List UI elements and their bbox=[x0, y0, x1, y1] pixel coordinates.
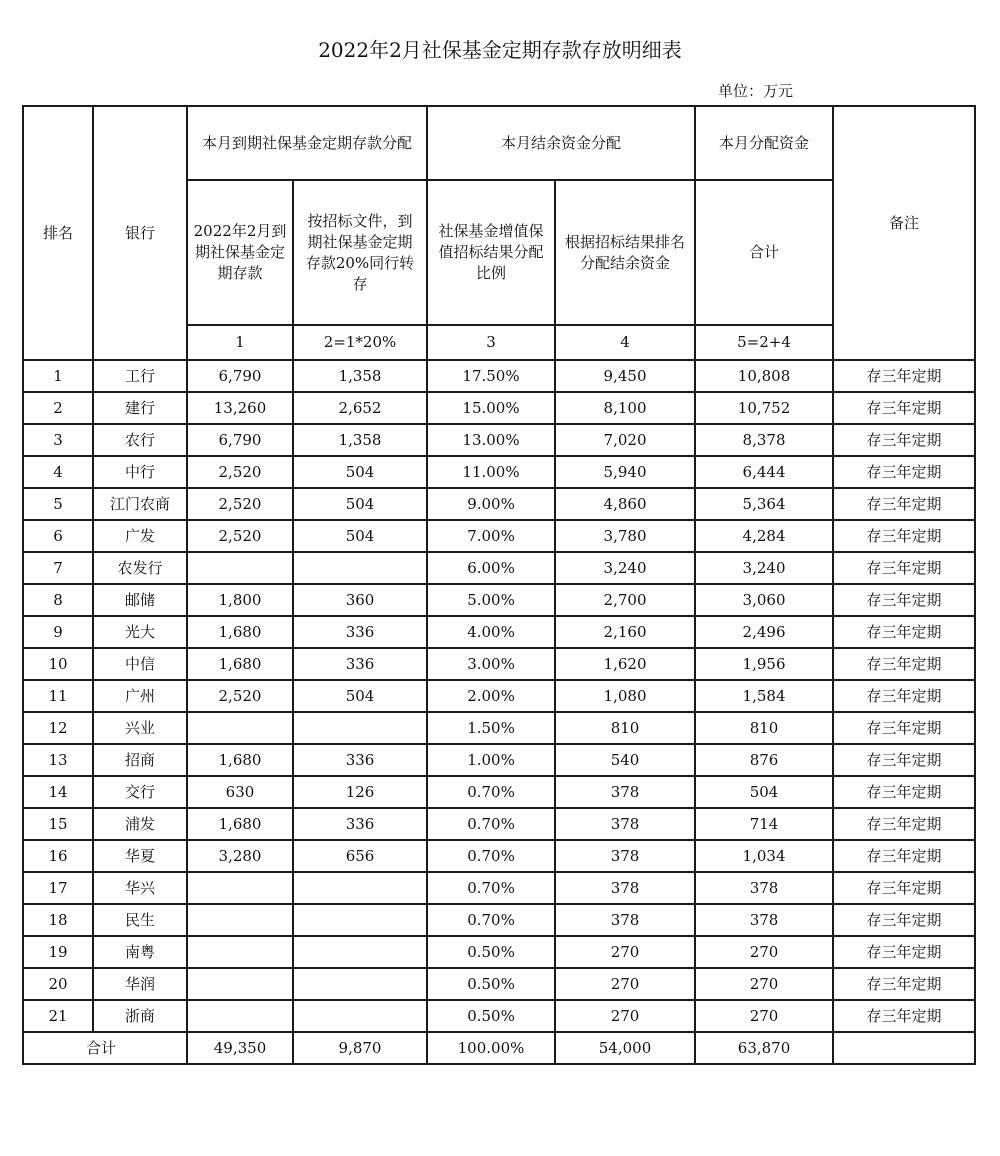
header-col3: 社保基金增值保值招标结果分配比例 bbox=[427, 180, 555, 325]
total-alloc-cell: 10,808 bbox=[695, 360, 833, 392]
bank-cell: 华兴 bbox=[93, 872, 187, 904]
ratio-cell: 0.70% bbox=[427, 808, 555, 840]
surplus-alloc-cell: 810 bbox=[555, 712, 695, 744]
table-row bbox=[23, 360, 975, 392]
header-col1: 2022年2月到期社保基金定期存款 bbox=[187, 180, 293, 325]
bank-cell: 邮储 bbox=[93, 584, 187, 616]
maturing-deposit-cell bbox=[187, 872, 293, 904]
maturing-deposit-cell bbox=[187, 552, 293, 584]
bank-cell: 浙商 bbox=[93, 1000, 187, 1032]
surplus-alloc-cell: 5,940 bbox=[555, 456, 695, 488]
header-remark: 备注 bbox=[833, 106, 975, 360]
table-row bbox=[23, 392, 975, 424]
rank-cell: 6 bbox=[23, 520, 93, 552]
table-row bbox=[23, 552, 975, 584]
remark-cell: 存三年定期 bbox=[833, 808, 975, 840]
transfer-cell: 2,652 bbox=[293, 392, 427, 424]
rank-cell: 19 bbox=[23, 936, 93, 968]
total-alloc-cell: 3,060 bbox=[695, 584, 833, 616]
total-alloc-cell: 714 bbox=[695, 808, 833, 840]
maturing-deposit-cell: 1,680 bbox=[187, 744, 293, 776]
table-row bbox=[23, 680, 975, 712]
maturing-deposit-cell: 13,260 bbox=[187, 392, 293, 424]
surplus-alloc-cell: 270 bbox=[555, 968, 695, 1000]
unit-label: 单位：万元 bbox=[718, 82, 794, 100]
total-alloc-cell: 378 bbox=[695, 872, 833, 904]
bank-cell: 中信 bbox=[93, 648, 187, 680]
maturing-deposit-cell bbox=[187, 904, 293, 936]
table-row bbox=[23, 808, 975, 840]
remark-cell: 存三年定期 bbox=[833, 424, 975, 456]
surplus-alloc-cell: 540 bbox=[555, 744, 695, 776]
bank-cell: 中行 bbox=[93, 456, 187, 488]
transfer-cell: 504 bbox=[293, 488, 427, 520]
maturing-deposit-cell: 2,520 bbox=[187, 680, 293, 712]
transfer-cell: 656 bbox=[293, 840, 427, 872]
surplus-alloc-cell: 1,080 bbox=[555, 680, 695, 712]
table-row bbox=[23, 648, 975, 680]
remark-cell: 存三年定期 bbox=[833, 872, 975, 904]
total-surplus-alloc-cell: 54,000 bbox=[555, 1032, 695, 1064]
remark-cell: 存三年定期 bbox=[833, 648, 975, 680]
remark-cell: 存三年定期 bbox=[833, 680, 975, 712]
rank-cell: 15 bbox=[23, 808, 93, 840]
table-row bbox=[23, 968, 975, 1000]
total-alloc-cell: 10,752 bbox=[695, 392, 833, 424]
ratio-cell: 17.50% bbox=[427, 360, 555, 392]
total-alloc-cell: 270 bbox=[695, 968, 833, 1000]
table-row bbox=[23, 456, 975, 488]
remark-cell: 存三年定期 bbox=[833, 488, 975, 520]
remark-cell: 存三年定期 bbox=[833, 1000, 975, 1032]
surplus-alloc-cell: 2,160 bbox=[555, 616, 695, 648]
rank-cell: 21 bbox=[23, 1000, 93, 1032]
rank-cell: 10 bbox=[23, 648, 93, 680]
table-row bbox=[23, 840, 975, 872]
table-row bbox=[23, 776, 975, 808]
transfer-cell: 336 bbox=[293, 744, 427, 776]
transfer-cell bbox=[293, 872, 427, 904]
rank-cell: 18 bbox=[23, 904, 93, 936]
rank-cell: 13 bbox=[23, 744, 93, 776]
ratio-cell: 0.50% bbox=[427, 1000, 555, 1032]
remark-cell: 存三年定期 bbox=[833, 968, 975, 1000]
deposit-table bbox=[22, 105, 976, 1065]
table-row bbox=[23, 904, 975, 936]
formula-5: 5=2+4 bbox=[695, 325, 833, 360]
total-alloc-cell: 5,364 bbox=[695, 488, 833, 520]
transfer-cell bbox=[293, 712, 427, 744]
rank-cell: 14 bbox=[23, 776, 93, 808]
total-alloc-cell: 3,240 bbox=[695, 552, 833, 584]
formula-1: 1 bbox=[187, 325, 293, 360]
maturing-deposit-cell bbox=[187, 968, 293, 1000]
ratio-cell: 0.50% bbox=[427, 968, 555, 1000]
page-title: 2022年2月社保基金定期存款存放明细表 bbox=[318, 38, 682, 62]
total-alloc-cell: 504 bbox=[695, 776, 833, 808]
bank-cell: 交行 bbox=[93, 776, 187, 808]
total-total-alloc-cell: 63,870 bbox=[695, 1032, 833, 1064]
bank-cell: 浦发 bbox=[93, 808, 187, 840]
total-alloc-cell: 1,584 bbox=[695, 680, 833, 712]
total-ratio-cell: 100.00% bbox=[427, 1032, 555, 1064]
maturing-deposit-cell bbox=[187, 712, 293, 744]
surplus-alloc-cell: 270 bbox=[555, 1000, 695, 1032]
remark-cell: 存三年定期 bbox=[833, 552, 975, 584]
bank-cell: 农行 bbox=[93, 424, 187, 456]
table-row bbox=[23, 616, 975, 648]
bank-cell: 工行 bbox=[93, 360, 187, 392]
surplus-alloc-cell: 378 bbox=[555, 872, 695, 904]
bank-cell: 华润 bbox=[93, 968, 187, 1000]
bank-cell: 兴业 bbox=[93, 712, 187, 744]
ratio-cell: 11.00% bbox=[427, 456, 555, 488]
bank-cell: 广发 bbox=[93, 520, 187, 552]
rank-cell: 9 bbox=[23, 616, 93, 648]
transfer-cell: 1,358 bbox=[293, 360, 427, 392]
remark-cell: 存三年定期 bbox=[833, 936, 975, 968]
transfer-cell: 336 bbox=[293, 616, 427, 648]
rank-cell: 16 bbox=[23, 840, 93, 872]
maturing-deposit-cell: 2,520 bbox=[187, 456, 293, 488]
table-row bbox=[23, 488, 975, 520]
surplus-alloc-cell: 7,020 bbox=[555, 424, 695, 456]
surplus-alloc-cell: 3,240 bbox=[555, 552, 695, 584]
rank-cell: 7 bbox=[23, 552, 93, 584]
rank-cell: 4 bbox=[23, 456, 93, 488]
total-transfer-cell: 9,870 bbox=[293, 1032, 427, 1064]
transfer-cell bbox=[293, 968, 427, 1000]
total-label: 合计 bbox=[23, 1032, 187, 1064]
surplus-alloc-cell: 270 bbox=[555, 936, 695, 968]
remark-cell: 存三年定期 bbox=[833, 776, 975, 808]
maturing-deposit-cell: 6,790 bbox=[187, 424, 293, 456]
formula-2: 2=1*20% bbox=[293, 325, 427, 360]
table-row bbox=[23, 424, 975, 456]
ratio-cell: 0.70% bbox=[427, 776, 555, 808]
header-col4: 根据招标结果排名分配结余资金 bbox=[555, 180, 695, 325]
remark-cell: 存三年定期 bbox=[833, 392, 975, 424]
maturing-deposit-cell bbox=[187, 1000, 293, 1032]
surplus-alloc-cell: 1,620 bbox=[555, 648, 695, 680]
remark-cell: 存三年定期 bbox=[833, 584, 975, 616]
maturing-deposit-cell: 1,800 bbox=[187, 584, 293, 616]
total-alloc-cell: 378 bbox=[695, 904, 833, 936]
bank-cell: 农发行 bbox=[93, 552, 187, 584]
total-maturing-deposit-cell: 49,350 bbox=[187, 1032, 293, 1064]
table-row bbox=[23, 872, 975, 904]
ratio-cell: 1.00% bbox=[427, 744, 555, 776]
rank-cell: 3 bbox=[23, 424, 93, 456]
ratio-cell: 2.00% bbox=[427, 680, 555, 712]
ratio-cell: 0.70% bbox=[427, 840, 555, 872]
surplus-alloc-cell: 8,100 bbox=[555, 392, 695, 424]
ratio-cell: 4.00% bbox=[427, 616, 555, 648]
transfer-cell bbox=[293, 904, 427, 936]
ratio-cell: 13.00% bbox=[427, 424, 555, 456]
bank-cell: 民生 bbox=[93, 904, 187, 936]
total-alloc-cell: 2,496 bbox=[695, 616, 833, 648]
remark-cell: 存三年定期 bbox=[833, 456, 975, 488]
rank-cell: 11 bbox=[23, 680, 93, 712]
bank-cell: 招商 bbox=[93, 744, 187, 776]
bank-cell: 光大 bbox=[93, 616, 187, 648]
remark-cell: 存三年定期 bbox=[833, 904, 975, 936]
ratio-cell: 15.00% bbox=[427, 392, 555, 424]
total-alloc-cell: 270 bbox=[695, 936, 833, 968]
transfer-cell bbox=[293, 1000, 427, 1032]
table-row bbox=[23, 936, 975, 968]
table-row bbox=[23, 584, 975, 616]
maturing-deposit-cell bbox=[187, 936, 293, 968]
transfer-cell: 1,358 bbox=[293, 424, 427, 456]
bank-cell: 广州 bbox=[93, 680, 187, 712]
ratio-cell: 7.00% bbox=[427, 520, 555, 552]
transfer-cell: 504 bbox=[293, 520, 427, 552]
header-group-allocated: 本月分配资金 bbox=[695, 106, 833, 180]
ratio-cell: 0.50% bbox=[427, 936, 555, 968]
surplus-alloc-cell: 3,780 bbox=[555, 520, 695, 552]
table-row bbox=[23, 712, 975, 744]
header-rank: 排名 bbox=[23, 106, 93, 360]
bank-cell: 华夏 bbox=[93, 840, 187, 872]
header-col2: 按招标文件，到期社保基金定期存款20%同行转存 bbox=[293, 180, 427, 325]
total-alloc-cell: 1,034 bbox=[695, 840, 833, 872]
maturing-deposit-cell: 6,790 bbox=[187, 360, 293, 392]
remark-cell: 存三年定期 bbox=[833, 712, 975, 744]
transfer-cell: 504 bbox=[293, 680, 427, 712]
maturing-deposit-cell: 2,520 bbox=[187, 488, 293, 520]
rank-cell: 5 bbox=[23, 488, 93, 520]
total-alloc-cell: 4,284 bbox=[695, 520, 833, 552]
rank-cell: 8 bbox=[23, 584, 93, 616]
total-alloc-cell: 876 bbox=[695, 744, 833, 776]
transfer-cell bbox=[293, 552, 427, 584]
remark-cell: 存三年定期 bbox=[833, 616, 975, 648]
formula-4: 4 bbox=[555, 325, 695, 360]
header-col5: 合计 bbox=[695, 180, 833, 325]
maturing-deposit-cell: 3,280 bbox=[187, 840, 293, 872]
table-row bbox=[23, 744, 975, 776]
remark-cell: 存三年定期 bbox=[833, 520, 975, 552]
transfer-cell: 360 bbox=[293, 584, 427, 616]
total-alloc-cell: 270 bbox=[695, 1000, 833, 1032]
total-row bbox=[23, 1032, 975, 1064]
rank-cell: 17 bbox=[23, 872, 93, 904]
surplus-alloc-cell: 2,700 bbox=[555, 584, 695, 616]
bank-cell: 南粤 bbox=[93, 936, 187, 968]
rank-cell: 2 bbox=[23, 392, 93, 424]
remark-cell: 存三年定期 bbox=[833, 360, 975, 392]
rank-cell: 12 bbox=[23, 712, 93, 744]
maturing-deposit-cell: 1,680 bbox=[187, 808, 293, 840]
bank-cell: 江门农商 bbox=[93, 488, 187, 520]
total-alloc-cell: 1,956 bbox=[695, 648, 833, 680]
total-alloc-cell: 6,444 bbox=[695, 456, 833, 488]
surplus-alloc-cell: 378 bbox=[555, 840, 695, 872]
ratio-cell: 9.00% bbox=[427, 488, 555, 520]
surplus-alloc-cell: 9,450 bbox=[555, 360, 695, 392]
header-group-maturity: 本月到期社保基金定期存款分配 bbox=[187, 106, 427, 180]
total-alloc-cell: 8,378 bbox=[695, 424, 833, 456]
rank-cell: 1 bbox=[23, 360, 93, 392]
transfer-cell: 126 bbox=[293, 776, 427, 808]
ratio-cell: 0.70% bbox=[427, 904, 555, 936]
header-bank: 银行 bbox=[93, 106, 187, 360]
bank-cell: 建行 bbox=[93, 392, 187, 424]
ratio-cell: 6.00% bbox=[427, 552, 555, 584]
transfer-cell: 336 bbox=[293, 648, 427, 680]
formula-3: 3 bbox=[427, 325, 555, 360]
transfer-cell bbox=[293, 936, 427, 968]
ratio-cell: 3.00% bbox=[427, 648, 555, 680]
header-group-surplus: 本月结余资金分配 bbox=[427, 106, 695, 180]
ratio-cell: 0.70% bbox=[427, 872, 555, 904]
ratio-cell: 1.50% bbox=[427, 712, 555, 744]
surplus-alloc-cell: 378 bbox=[555, 776, 695, 808]
header-row-1 bbox=[23, 106, 975, 180]
maturing-deposit-cell: 1,680 bbox=[187, 648, 293, 680]
maturing-deposit-cell: 1,680 bbox=[187, 616, 293, 648]
total-alloc-cell: 810 bbox=[695, 712, 833, 744]
transfer-cell: 336 bbox=[293, 808, 427, 840]
remark-cell: 存三年定期 bbox=[833, 744, 975, 776]
rank-cell: 20 bbox=[23, 968, 93, 1000]
maturing-deposit-cell: 2,520 bbox=[187, 520, 293, 552]
surplus-alloc-cell: 4,860 bbox=[555, 488, 695, 520]
table-row bbox=[23, 1000, 975, 1032]
transfer-cell: 504 bbox=[293, 456, 427, 488]
surplus-alloc-cell: 378 bbox=[555, 904, 695, 936]
maturing-deposit-cell: 630 bbox=[187, 776, 293, 808]
total-remark-cell bbox=[833, 1032, 975, 1064]
ratio-cell: 5.00% bbox=[427, 584, 555, 616]
surplus-alloc-cell: 378 bbox=[555, 808, 695, 840]
table-row bbox=[23, 520, 975, 552]
remark-cell: 存三年定期 bbox=[833, 840, 975, 872]
